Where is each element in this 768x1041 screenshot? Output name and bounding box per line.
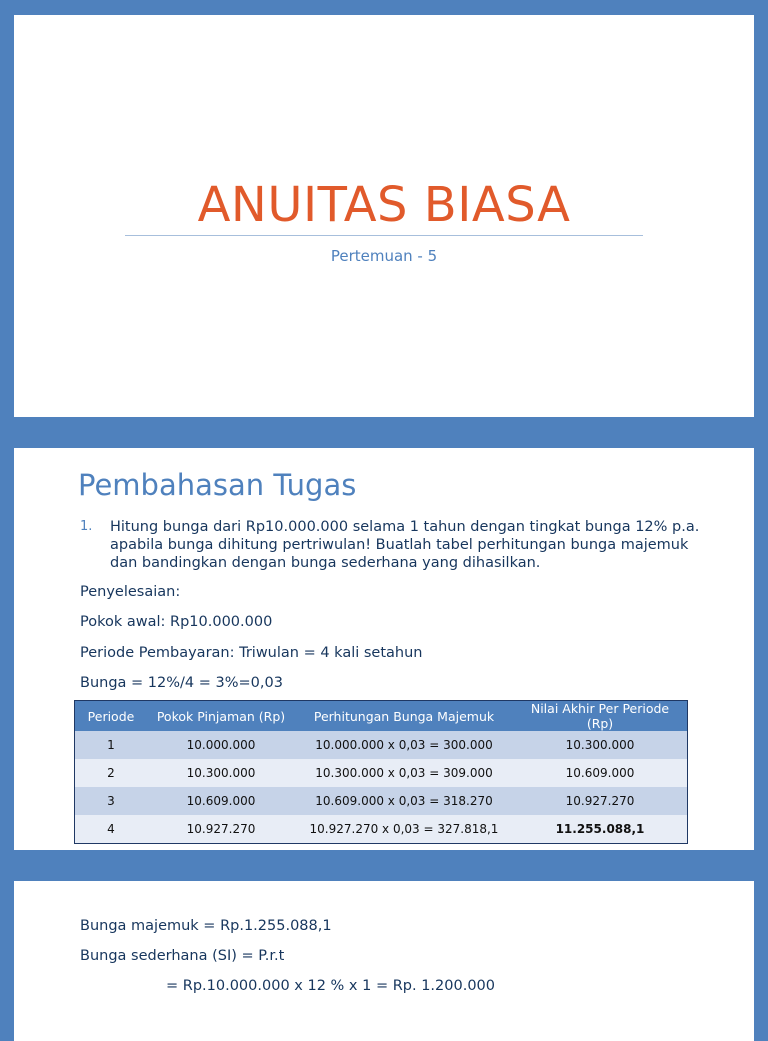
- table-header-row: [75, 701, 688, 732]
- table-cell: 10.927.270: [513, 787, 688, 815]
- table-header-cell: Nilai Akhir Per Periode (Rp): [513, 701, 688, 732]
- table-cell: 4: [75, 815, 148, 844]
- interest-table: [74, 700, 688, 844]
- solution-label: Penyelesaian:: [80, 584, 181, 600]
- table-row: [75, 759, 688, 787]
- simple-interest-calc: = Rp.10.000.000 x 12 % x 1 = Rp. 1.200.000: [166, 978, 495, 994]
- table-cell: 10.609.000: [147, 787, 295, 815]
- compound-interest-text: Bunga majemuk = Rp.1.255.088,1: [80, 918, 332, 934]
- title-divider: [125, 235, 643, 236]
- table-cell: 10.000.000: [147, 731, 295, 759]
- task-number: 1.: [80, 519, 93, 534]
- table-cell: 10.609.000: [513, 759, 688, 787]
- table-cell: 10.000.000 x 0,03 = 300.000: [295, 731, 513, 759]
- table-cell: 10.609.000 x 0,03 = 318.270: [295, 787, 513, 815]
- table-cell: 2: [75, 759, 148, 787]
- table-cell: 10.300.000 x 0,03 = 309.000: [295, 759, 513, 787]
- period-text: Periode Pembayaran: Triwulan = 4 kali setahun: [80, 645, 423, 661]
- table-cell: 10.300.000: [147, 759, 295, 787]
- table-cell: 10.927.270: [147, 815, 295, 844]
- content-slide: [14, 448, 754, 850]
- slide-heading: Pembahasan Tugas: [78, 468, 357, 502]
- task-item: [80, 518, 700, 572]
- rate-text: Bunga = 12%/4 = 3%=0,03: [80, 675, 283, 691]
- result-slide: [14, 881, 754, 1041]
- table-cell: 3: [75, 787, 148, 815]
- table-cell: 1: [75, 731, 148, 759]
- table-header-cell: Pokok Pinjaman (Rp): [147, 701, 295, 732]
- principal-text: Pokok awal: Rp10.000.000: [80, 614, 273, 630]
- table-cell: 10.927.270 x 0,03 = 327.818,1: [295, 815, 513, 844]
- table-cell: 11.255.088,1: [513, 815, 688, 844]
- simple-interest-formula: Bunga sederhana (SI) = P.r.t: [80, 948, 285, 964]
- table-cell: 10.300.000: [513, 731, 688, 759]
- table-header-cell: Periode: [75, 701, 148, 732]
- slide-title: ANUITAS BIASA: [197, 177, 571, 233]
- table-header-cell: Perhitungan Bunga Majemuk: [295, 701, 513, 732]
- task-text: Hitung bunga dari Rp10.000.000 selama 1 tahun dengan tingkat bunga 12% p.a. apabila bunga dihitung pertriwulan! Buatlah tabel perhitungan bunga majemuk dan bandingkan dengan bunga sederhana yang dihasilkan.: [110, 519, 700, 571]
- table-row: [75, 815, 688, 844]
- title-slide: [14, 15, 754, 417]
- slide-subtitle: Pertemuan - 5: [330, 247, 438, 265]
- table-row: [75, 787, 688, 815]
- table-row: [75, 731, 688, 759]
